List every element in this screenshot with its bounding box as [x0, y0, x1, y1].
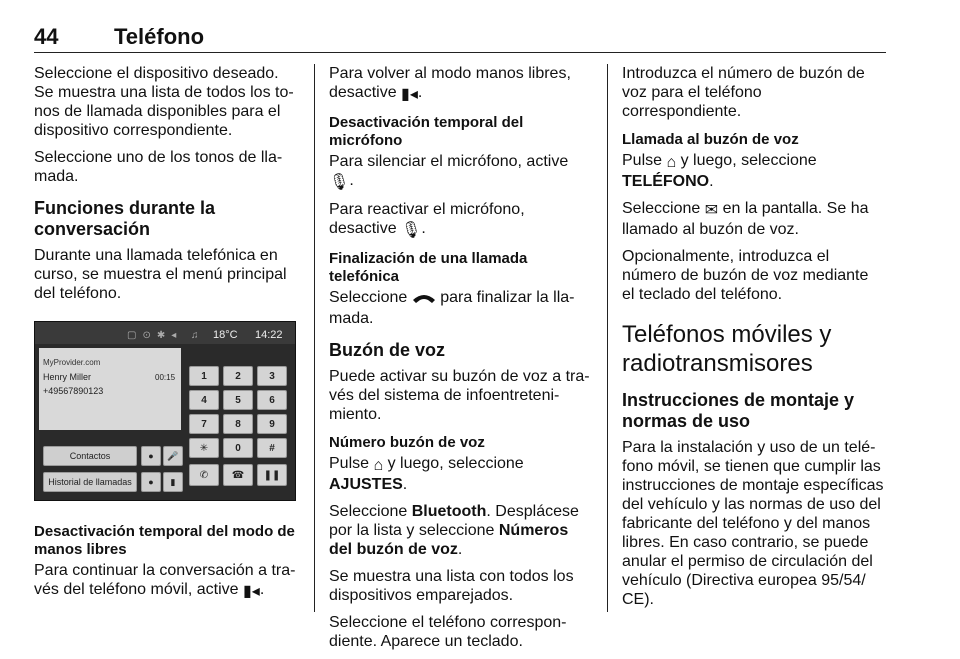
call-history-button[interactable]: Historial de llamadas: [43, 472, 137, 492]
paragraph: Seleccione ✉ en la pantalla. Se ha llamado al buzón de voz.: [622, 200, 869, 238]
paragraph: Seleccione Bluetooth. Desplácese por la lista y seleccione Números del buzón de voz.: [329, 503, 579, 558]
paragraph: Seleccione uno de los tonos de llamada.: [34, 149, 283, 185]
paragraph: Seleccione para finalizar la llamada.: [329, 289, 575, 327]
speaker-icon: ▮◂: [401, 86, 418, 103]
voicemail-icon: ✉: [704, 202, 719, 219]
paragraph: Seleccione el dispositivo deseado. Se muestra una lista de todos los tonos de llamada disponibles para el dispositivo correspondiente.: [34, 65, 294, 139]
page-number: 44: [34, 24, 59, 49]
keypad-key[interactable]: 7: [189, 414, 219, 434]
provider-name: MyProvider.com: [43, 358, 101, 367]
paragraph: Seleccione el teléfono correspondiente. Aparece un teclado.: [329, 614, 567, 650]
paragraph: Puede activar su buzón de voz a través del sistema de infoentretenimiento.: [329, 368, 590, 423]
page-title: Teléfono: [114, 24, 205, 49]
call-duration: 00:15: [155, 373, 176, 382]
keypad-key[interactable]: 6: [257, 390, 287, 410]
paragraph: Durante una llamada telefónica en curso, se muestra el menú principal del teléfono.: [34, 247, 287, 302]
column-divider: [607, 64, 608, 612]
keypad-key[interactable]: 4: [189, 390, 219, 410]
mic-mute-icon[interactable]: 🎤: [163, 446, 183, 466]
paragraph: Pulse ⌂ y luego, seleccione TELÉFONO.: [622, 152, 817, 190]
mic-mute-icon: 🎙: [329, 174, 350, 191]
keypad-key[interactable]: 8: [223, 414, 253, 434]
keypad-key[interactable]: 1: [189, 366, 219, 386]
paragraph: Para continuar la conversación a través del teléfono móvil, active ▮◂.: [34, 562, 296, 600]
phone-screen-illustration: [34, 321, 296, 501]
keypad-key[interactable]: 0: [223, 438, 253, 458]
column-3: [622, 64, 884, 617]
section-heading: Buzón de voz: [329, 340, 445, 360]
handset-speaker-icon[interactable]: ▮: [163, 472, 183, 492]
column-divider: [314, 64, 315, 612]
paragraph: Para silenciar el micrófono, active 🎙.: [329, 153, 569, 191]
subsection-heading: Desactivación temporal del micrófono: [329, 114, 524, 149]
paragraph: Para volver al modo manos libres, desactive ▮◂.: [329, 65, 571, 103]
home-icon: ⌂: [666, 154, 677, 171]
status-icons: ▢⊙✱◂ ♫: [127, 330, 205, 341]
column-2: [329, 64, 591, 659]
pause-icon[interactable]: ❚❚: [257, 464, 287, 486]
keypad-key[interactable]: 3: [257, 366, 287, 386]
star-key-icon[interactable]: ✳: [189, 438, 219, 458]
temperature: 18°C: [213, 329, 238, 341]
page-header: [34, 24, 886, 53]
paragraph: Para la instalación y uso de un teléfono móvil, se tienen que cumplir las instrucciones de montaje específicas del vehículo y las normas de uso del fabricante del teléfono y del manos libres. En caso contrario, se puede anular el permiso de circulación del vehículo (Directiva europea 95/54/ CE).: [622, 439, 884, 608]
phone-icon[interactable]: ✆: [189, 464, 219, 486]
toggle-icon[interactable]: ●: [141, 472, 161, 492]
home-icon: ⌂: [373, 457, 384, 474]
section-heading: Funciones durante la conversación: [34, 198, 216, 239]
paragraph: Introduzca el número de buzón de voz para el teléfono correspondiente.: [622, 65, 865, 120]
subsection-heading: Número buzón de voz: [329, 434, 485, 451]
hang-up-icon: [412, 290, 436, 309]
speaker-icon: ▮◂: [243, 583, 260, 600]
paragraph: Para reactivar el micrófono, desactive 🎙.: [329, 201, 525, 239]
subsection-heading: Llamada al buzón de voz: [622, 131, 799, 148]
keypad-key[interactable]: #: [257, 438, 287, 458]
hang-up-icon[interactable]: ☎: [223, 464, 253, 486]
contacts-button[interactable]: Contactos: [43, 446, 137, 466]
keypad-key[interactable]: 2: [223, 366, 253, 386]
subsection-heading: Desactivación temporal del modo de manos libres: [34, 523, 295, 558]
clock: 14:22: [255, 329, 283, 341]
column-1: [34, 64, 296, 609]
keypad-key[interactable]: 5: [223, 390, 253, 410]
caller-number: +49567890123: [43, 386, 104, 396]
subsection-heading: Finalización de una llamada telefónica: [329, 250, 528, 285]
paragraph: Pulse ⌂ y luego, seleccione AJUSTES.: [329, 455, 524, 493]
keypad-key[interactable]: 9: [257, 414, 287, 434]
chapter-heading: Teléfonos móviles y radiotransmisores: [622, 321, 832, 377]
toggle-icon[interactable]: ●: [141, 446, 161, 466]
paragraph: Opcionalmente, introduzca el número de buzón de voz mediante el teclado del teléfono.: [622, 248, 869, 303]
caller-name: Henry Miller: [43, 372, 92, 382]
section-heading: Instrucciones de montaje y normas de uso: [622, 390, 855, 431]
mic-mute-icon: 🎙: [401, 222, 422, 239]
paragraph: Se muestra una lista con todos los dispositivos emparejados.: [329, 568, 574, 604]
